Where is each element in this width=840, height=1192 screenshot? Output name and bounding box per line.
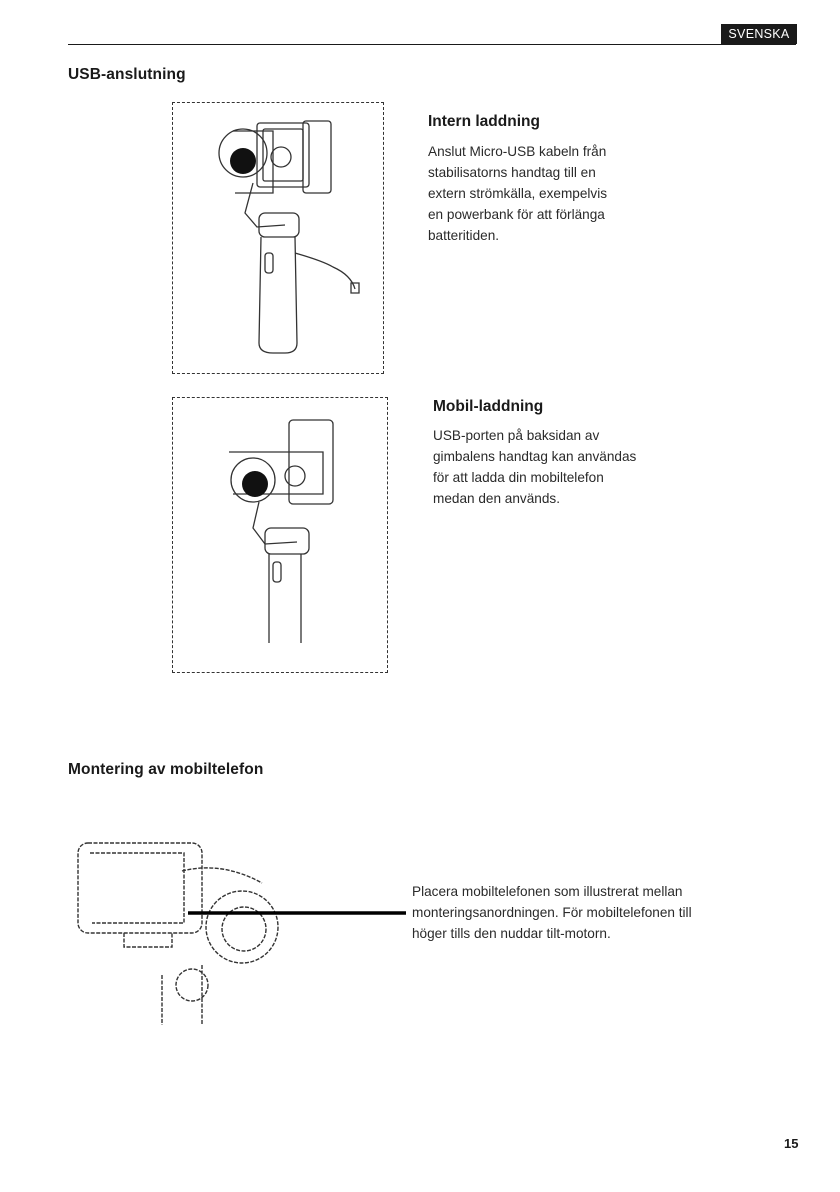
phone-mount-illustration xyxy=(72,835,282,1030)
language-tab: SVENSKA xyxy=(721,24,797,44)
gimbal-cable-illustration xyxy=(173,103,383,373)
internal-line: Anslut Micro-USB kabeln från xyxy=(428,144,607,159)
gimbal-phone-illustration xyxy=(173,398,387,672)
internal-line: extern strömkälla, exempelvis xyxy=(428,186,608,201)
mount-instructions xyxy=(412,881,742,944)
mobile-line: USB-porten på baksidan av xyxy=(433,428,600,443)
internal-line: batteritiden. xyxy=(428,228,500,243)
mount-line: Placera mobiltelefonen som illustrerat mellan xyxy=(412,884,683,899)
mount-section-title: Montering av mobiltelefon xyxy=(68,761,264,778)
internal-line: en powerbank för att förlänga xyxy=(428,207,605,222)
mobile-charging-text xyxy=(433,425,693,509)
mobile-line: för att ladda din mobiltelefon xyxy=(433,470,604,485)
page-number: 15 xyxy=(784,1136,799,1151)
mount-line: monteringsanordningen. För mobiltelefonen till xyxy=(412,905,692,920)
internal-line: stabilisatorns handtag till en xyxy=(428,165,596,180)
mobile-charging-figure xyxy=(172,397,388,673)
internal-charging-title: Intern laddning xyxy=(428,113,540,130)
mobile-line: medan den används. xyxy=(433,491,560,506)
internal-charging-figure xyxy=(172,102,384,374)
internal-charging-text xyxy=(428,141,668,246)
mobile-line: gimbalens handtag kan användas xyxy=(433,449,637,464)
header-rule xyxy=(68,44,796,45)
phone-mount-figure xyxy=(72,835,282,1030)
callout-line xyxy=(188,909,408,917)
usb-section-title: USB-anslutning xyxy=(68,66,186,83)
mount-line: höger tills den nuddar tilt-motorn. xyxy=(412,926,611,941)
mobile-charging-title: Mobil-laddning xyxy=(433,398,544,415)
